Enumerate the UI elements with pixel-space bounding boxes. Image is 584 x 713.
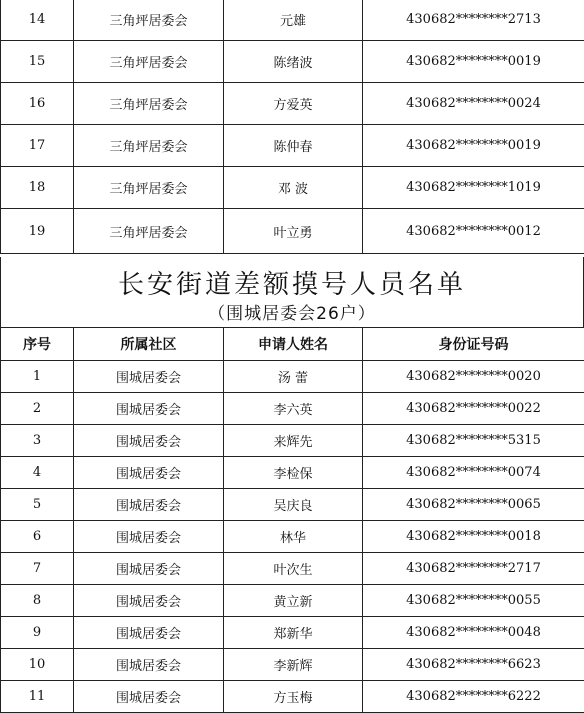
row-applicant-name: 邓 波: [224, 167, 363, 209]
row-community: 三角坪居委会: [74, 41, 224, 83]
row-id-number: 430682********0055: [363, 585, 584, 617]
row-serial-number: 3: [1, 425, 74, 457]
row-id-number: 430682********0020: [363, 361, 584, 393]
table-row: [1, 553, 584, 585]
row-serial-number: 17: [1, 125, 74, 167]
table-row: [1, 167, 584, 209]
header-id-number: 身份证号码: [363, 328, 584, 361]
row-community: 围城居委会: [74, 361, 224, 393]
table-row: [1, 0, 584, 41]
table-row: [1, 681, 584, 713]
row-community: 围城居委会: [74, 553, 224, 585]
row-community: 围城居委会: [74, 649, 224, 681]
row-id-number: 430682********2713: [363, 0, 584, 41]
table-row: [1, 209, 584, 254]
row-community: 三角坪居委会: [74, 0, 224, 41]
row-applicant-name: 来辉先: [224, 425, 363, 457]
table-row: [1, 393, 584, 425]
row-applicant-name: 汤 蕾: [224, 361, 363, 393]
row-id-number: 430682********0048: [363, 617, 584, 649]
row-id-number: 430682********0022: [363, 393, 584, 425]
row-serial-number: 11: [1, 681, 74, 713]
table-row: [1, 125, 584, 167]
row-community: 围城居委会: [74, 617, 224, 649]
row-applicant-name: 元雄: [224, 0, 363, 41]
row-applicant-name: 林华: [224, 521, 363, 553]
row-applicant-name: 李新辉: [224, 649, 363, 681]
row-applicant-name: 李六英: [224, 393, 363, 425]
row-id-number: 430682********0074: [363, 457, 584, 489]
row-id-number: 430682********1019: [363, 167, 584, 209]
row-serial-number: 8: [1, 585, 74, 617]
row-community: 围城居委会: [74, 425, 224, 457]
document-title: 长安街道差额摸号人员名单: [1, 264, 583, 301]
weicheng-list-body: [1, 361, 584, 713]
row-serial-number: 14: [1, 0, 74, 41]
row-serial-number: 18: [1, 167, 74, 209]
table-row: [1, 649, 584, 681]
row-id-number: 430682********0019: [363, 41, 584, 83]
row-serial-number: 1: [1, 361, 74, 393]
row-community: 三角坪居委会: [74, 209, 224, 254]
table-row: [1, 425, 584, 457]
row-serial-number: 5: [1, 489, 74, 521]
row-id-number: 430682********0019: [363, 125, 584, 167]
weicheng-list-table: [0, 327, 584, 713]
row-community: 三角坪居委会: [74, 167, 224, 209]
row-id-number: 430682********0018: [363, 521, 584, 553]
table-row: [1, 521, 584, 553]
row-community: 围城居委会: [74, 457, 224, 489]
table-row: [1, 83, 584, 125]
row-community: 围城居委会: [74, 489, 224, 521]
row-serial-number: 2: [1, 393, 74, 425]
table-row: [1, 585, 584, 617]
row-applicant-name: 方玉梅: [224, 681, 363, 713]
row-applicant-name: 叶立勇: [224, 209, 363, 254]
row-community: 三角坪居委会: [74, 83, 224, 125]
row-serial-number: 7: [1, 553, 74, 585]
row-serial-number: 9: [1, 617, 74, 649]
row-applicant-name: 郑新华: [224, 617, 363, 649]
row-community: 围城居委会: [74, 393, 224, 425]
row-applicant-name: 吴庆良: [224, 489, 363, 521]
table-row: [1, 457, 584, 489]
header-applicant-name: 申请人姓名: [224, 328, 363, 361]
row-community: 三角坪居委会: [74, 125, 224, 167]
row-id-number: 430682********5315: [363, 425, 584, 457]
row-serial-number: 6: [1, 521, 74, 553]
row-applicant-name: 李检保: [224, 457, 363, 489]
row-applicant-name: 陈绪波: [224, 41, 363, 83]
row-community: 围城居委会: [74, 681, 224, 713]
previous-list-table: [0, 0, 584, 254]
previous-list-body: [1, 0, 584, 254]
row-serial-number: 4: [1, 457, 74, 489]
row-id-number: 430682********6623: [363, 649, 584, 681]
row-serial-number: 16: [1, 83, 74, 125]
table-row: [1, 617, 584, 649]
document-subtitle: （围城居委会26户）: [1, 299, 583, 324]
row-id-number: 430682********0065: [363, 489, 584, 521]
row-id-number: 430682********2717: [363, 553, 584, 585]
table-row: [1, 361, 584, 393]
header-community: 所属社区: [74, 328, 224, 361]
row-serial-number: 19: [1, 209, 74, 254]
row-community: 围城居委会: [74, 521, 224, 553]
row-serial-number: 10: [1, 649, 74, 681]
row-applicant-name: 方爱英: [224, 83, 363, 125]
row-applicant-name: 陈仲春: [224, 125, 363, 167]
row-id-number: 430682********6222: [363, 681, 584, 713]
table-header-row: [1, 328, 584, 361]
list-heading: [0, 257, 584, 327]
table-row: [1, 41, 584, 83]
row-community: 围城居委会: [74, 585, 224, 617]
header-serial-number: 序号: [1, 328, 74, 361]
table-row: [1, 489, 584, 521]
row-serial-number: 15: [1, 41, 74, 83]
row-id-number: 430682********0024: [363, 83, 584, 125]
row-id-number: 430682********0012: [363, 209, 584, 254]
row-applicant-name: 黄立新: [224, 585, 363, 617]
row-applicant-name: 叶次生: [224, 553, 363, 585]
